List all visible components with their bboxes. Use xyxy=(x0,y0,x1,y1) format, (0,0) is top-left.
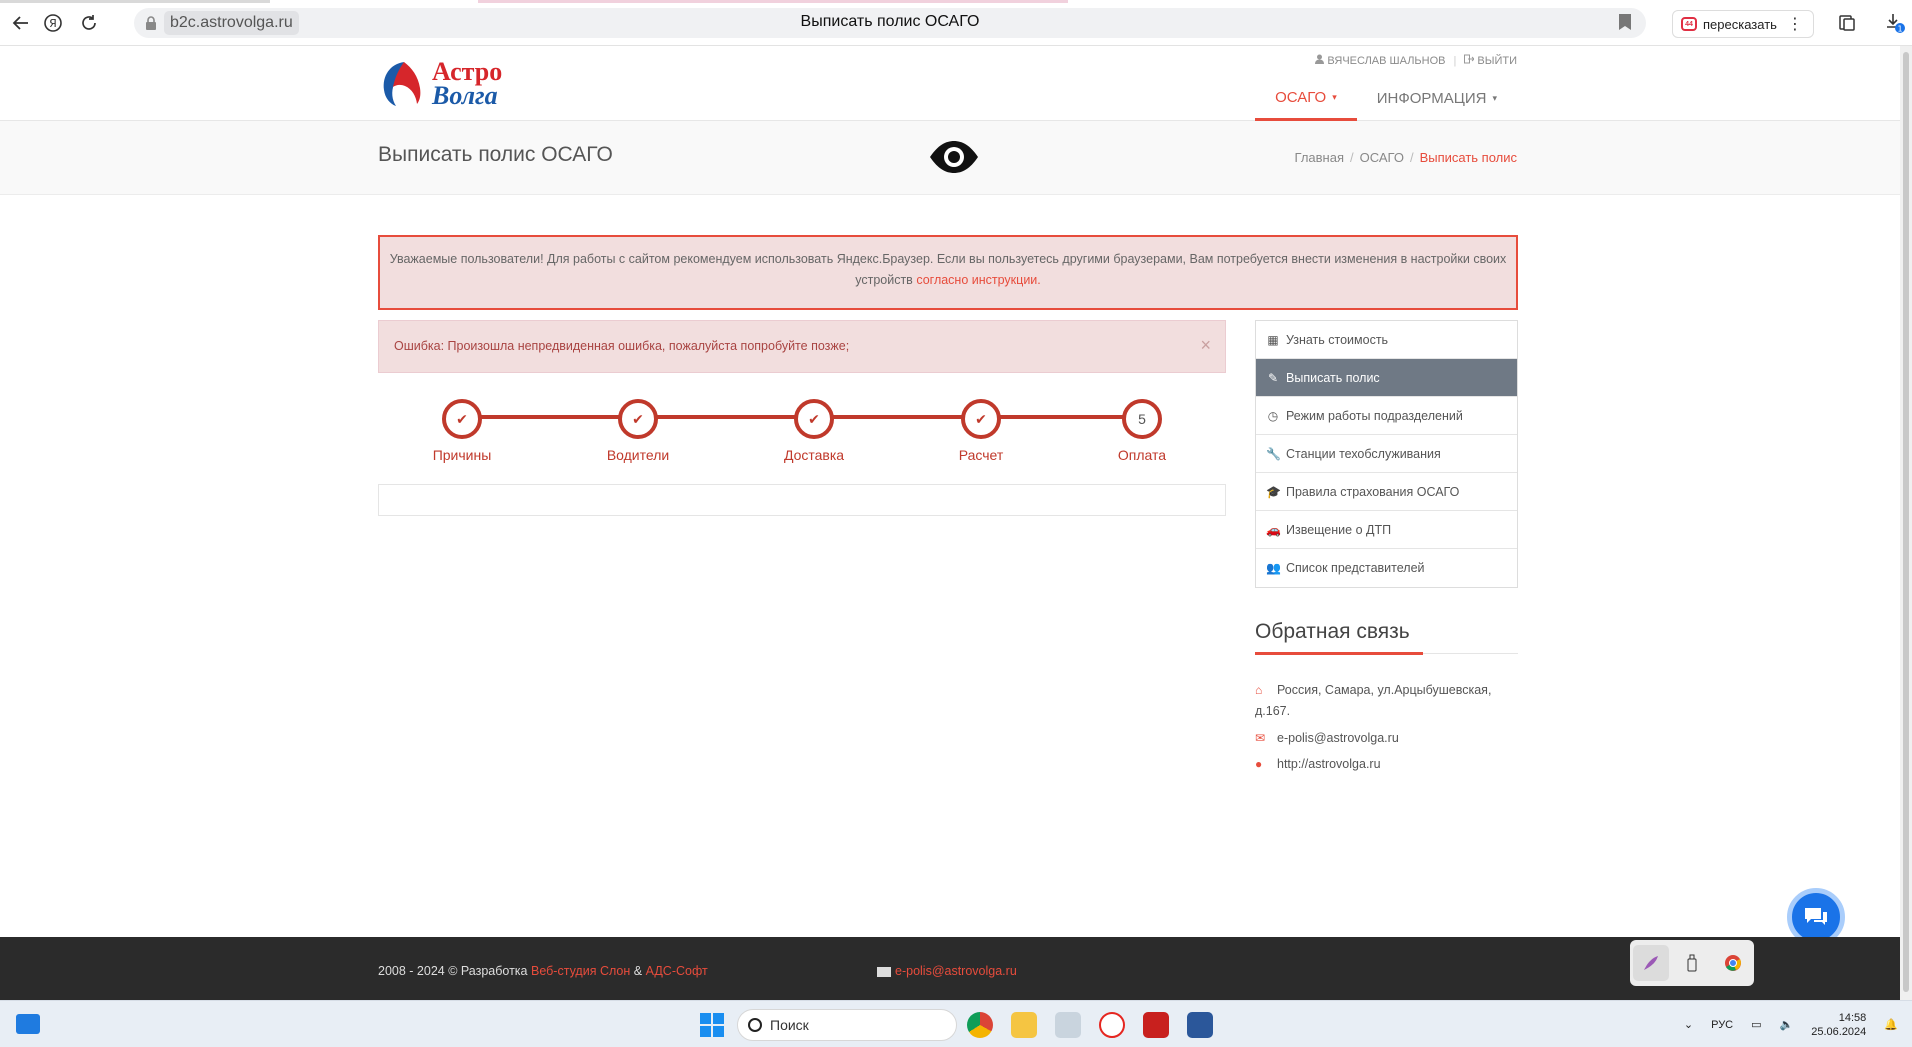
nav-item-info[interactable] xyxy=(1357,76,1517,121)
clock-icon: ◷ xyxy=(1267,408,1279,423)
logo-emblem-icon xyxy=(378,58,430,110)
page-title-bar xyxy=(0,121,1900,195)
side-menu-label: Режим работы подразделений xyxy=(1286,408,1463,423)
collections-icon[interactable] xyxy=(1834,10,1860,36)
side-menu-accident-notice[interactable] xyxy=(1256,511,1517,549)
envelope-icon xyxy=(877,967,891,977)
step-label: Причины xyxy=(432,447,492,463)
tab-strip xyxy=(0,0,1912,3)
clock-date: 25.06.2024 xyxy=(1811,1025,1867,1038)
step-label: Оплата xyxy=(1117,447,1167,463)
side-menu-price[interactable] xyxy=(1256,321,1517,359)
more-vertical-icon[interactable]: ⋮ xyxy=(1787,16,1803,33)
dev-link-slon[interactable]: Веб-студия Слон xyxy=(531,964,631,978)
users-icon: 👥 xyxy=(1266,561,1281,575)
dev-link-ads[interactable]: АДС-Софт xyxy=(645,964,708,978)
warning-text: Уважаемые пользователи! Для работы с сайтом рекомендуем использовать Яндекс.Браузер. Если вы пользуетесь другими браузерами, Вам потребуется внести изменения в настройки своих устройств xyxy=(389,252,1507,287)
graduation-cap-icon: 🎓 xyxy=(1266,484,1281,499)
side-menu xyxy=(1255,320,1518,588)
user-bar-divider: | xyxy=(1453,54,1457,67)
side-menu-label: Извещение о ДТП xyxy=(1286,522,1392,537)
footer-email[interactable] xyxy=(877,964,1017,978)
step-drivers[interactable] xyxy=(568,399,708,463)
windows-taskbar xyxy=(0,1000,1912,1047)
step-content-panel xyxy=(378,484,1226,516)
site-footer xyxy=(0,937,1900,1000)
edit-icon: ✎ xyxy=(1267,370,1279,385)
main-nav xyxy=(1255,76,1517,121)
footer-copyright xyxy=(378,964,708,978)
step-reasons[interactable] xyxy=(392,399,532,463)
acrobat-icon[interactable] xyxy=(1143,1012,1169,1038)
search-icon xyxy=(748,1018,762,1032)
logo-word-volga: Волга xyxy=(432,81,498,110)
site-header xyxy=(0,46,1900,121)
language-indicator[interactable]: РУС xyxy=(1711,1018,1734,1031)
feather-icon[interactable] xyxy=(1633,945,1669,981)
step-check-icon: ✔ xyxy=(794,399,834,439)
envelope-icon: ✉ xyxy=(1255,731,1266,745)
yandex-browser-icon[interactable] xyxy=(1099,1012,1125,1038)
chrome-taskbar-icon[interactable] xyxy=(967,1012,993,1038)
side-menu-label: Станции техобслуживания xyxy=(1286,446,1441,461)
back-arrow-icon[interactable] xyxy=(8,10,34,36)
chevron-up-icon[interactable]: ⌄ xyxy=(1683,1019,1694,1031)
email-text[interactable]: e-polis@astrovolga.ru xyxy=(1277,731,1399,745)
calculator-icon: ▦ xyxy=(1267,332,1279,347)
network-icon[interactable]: ▭ xyxy=(1751,1019,1762,1031)
side-menu-label: Выписать полис xyxy=(1286,370,1380,385)
side-menu-office-hours[interactable] xyxy=(1256,397,1517,435)
ampersand: & xyxy=(633,964,643,978)
logout-label: ВЫЙТИ xyxy=(1477,55,1517,67)
side-menu-rules[interactable] xyxy=(1256,473,1517,511)
volume-icon[interactable]: 🔈 xyxy=(1779,1019,1794,1031)
side-menu-label: Узнать стоимость xyxy=(1286,332,1389,347)
chat-bubble-icon xyxy=(1803,906,1829,928)
side-menu-service-stations[interactable] xyxy=(1256,435,1517,473)
step-check-icon: ✔ xyxy=(618,399,658,439)
feedback-address xyxy=(1255,680,1525,722)
feedback-email[interactable] xyxy=(1255,728,1525,749)
user-name: ВЯЧЕСЛАВ ШАЛЬНОВ xyxy=(1327,55,1446,67)
step-delivery[interactable] xyxy=(744,399,884,463)
step-check-icon: ✔ xyxy=(961,399,1001,439)
feedback-site[interactable] xyxy=(1255,754,1525,775)
footer-email-text[interactable]: e-polis@astrovolga.ru xyxy=(895,964,1017,978)
step-calculation[interactable] xyxy=(911,399,1051,463)
side-menu-label: Список представителей xyxy=(1286,561,1425,575)
browser-warning-banner xyxy=(378,235,1518,310)
logo-word-astro: Астро xyxy=(432,57,503,86)
site-text[interactable]: http://astrovolga.ru xyxy=(1277,757,1381,771)
step-label: Расчет xyxy=(958,447,1004,463)
home-icon: ⌂ xyxy=(1255,683,1263,697)
word-icon[interactable] xyxy=(1187,1012,1213,1038)
tray-overflow-popup xyxy=(1630,940,1754,986)
step-number: 5 xyxy=(1122,399,1162,439)
sign-out-icon xyxy=(1464,54,1474,64)
side-menu-representatives[interactable] xyxy=(1256,549,1517,587)
breadcrumb-home[interactable]: Главная xyxy=(1294,150,1344,165)
retell-icon: 44 xyxy=(1681,17,1697,31)
eye-icon[interactable] xyxy=(928,139,980,175)
step-label: Доставка xyxy=(783,447,845,463)
error-text: Ошибка: Произошла непредвиденная ошибка, пожалуйста попробуйте позже; xyxy=(394,339,850,353)
chrome-icon[interactable] xyxy=(1715,945,1751,981)
chevron-down-icon: ▾ xyxy=(1492,93,1497,103)
retell-label: пересказать xyxy=(1703,16,1777,32)
browser-toolbar xyxy=(0,0,1912,46)
order-stepper xyxy=(378,392,1226,472)
address-text: Россия, Самара, ул.Арцыбушевская, д.167. xyxy=(1255,683,1492,718)
side-menu-label: Правила страхования ОСАГО xyxy=(1286,484,1460,499)
breadcrumb-separator: / xyxy=(1409,150,1414,165)
user-link[interactable] xyxy=(1315,54,1445,67)
file-explorer-icon[interactable] xyxy=(1011,1012,1037,1038)
instructions-link[interactable]: согласно инструкции. xyxy=(916,273,1041,287)
step-payment[interactable] xyxy=(1072,399,1212,463)
search-placeholder: Поиск xyxy=(770,1017,809,1033)
browser-page-title: Выписать полис ОСАГО xyxy=(800,13,980,30)
page-scrollbar[interactable] xyxy=(1900,46,1912,1000)
reload-icon[interactable] xyxy=(76,10,102,36)
side-menu-issue-policy[interactable] xyxy=(1256,359,1517,397)
url-text[interactable]: b2c.astrovolga.ru xyxy=(164,11,299,35)
feedback-title: Обратная связь xyxy=(1255,620,1410,643)
step-label: Водители xyxy=(606,447,670,463)
wrench-icon: 🔧 xyxy=(1266,446,1281,461)
close-icon[interactable]: × xyxy=(1200,335,1211,355)
breadcrumb-current: Выписать полис xyxy=(1419,150,1517,165)
copyright-text: 2008 - 2024 © Разработка xyxy=(378,964,528,978)
car-icon: 🚗 xyxy=(1266,522,1281,537)
breadcrumb-osago[interactable]: ОСАГО xyxy=(1359,150,1404,165)
yandex-logo-icon[interactable] xyxy=(40,10,66,36)
chevron-down-icon: ▾ xyxy=(1332,91,1337,102)
system-tray xyxy=(1684,1001,1898,1047)
retell-button[interactable] xyxy=(1672,10,1814,38)
error-alert xyxy=(378,320,1226,373)
taskbar-search[interactable] xyxy=(737,1009,957,1041)
nav-item-osago[interactable] xyxy=(1255,76,1357,121)
user-bar xyxy=(1315,54,1517,67)
address-bar[interactable] xyxy=(134,8,1646,38)
breadcrumb-separator: / xyxy=(1350,150,1354,165)
notification-bell-icon[interactable]: 🔔 xyxy=(1884,1019,1898,1031)
nav-item-info-label: ИНФОРМАЦИЯ xyxy=(1376,90,1487,107)
astrovolga-logo[interactable] xyxy=(378,58,508,110)
jar-app-icon[interactable] xyxy=(1055,1012,1081,1038)
svg-text:Я: Я xyxy=(49,17,57,30)
downloads-icon[interactable] xyxy=(1882,10,1908,36)
breadcrumb xyxy=(1295,150,1517,165)
bookmark-icon[interactable] xyxy=(1618,13,1632,31)
nav-item-osago-label: ОСАГО xyxy=(1275,88,1327,106)
windows-start-icon[interactable] xyxy=(700,1013,724,1037)
logout-link[interactable] xyxy=(1464,54,1517,67)
feedback-divider xyxy=(1255,653,1518,654)
clock[interactable] xyxy=(1811,1011,1866,1039)
usb-drive-icon[interactable] xyxy=(1674,945,1710,981)
globe-icon: ● xyxy=(1255,757,1263,771)
download-badge: 1 xyxy=(1897,24,1903,34)
widgets-icon[interactable] xyxy=(16,1014,40,1034)
user-icon xyxy=(1315,54,1324,64)
clock-time: 14:58 xyxy=(1838,1011,1867,1024)
page-title: Выписать полис ОСАГО xyxy=(378,143,613,166)
step-check-icon: ✔ xyxy=(442,399,482,439)
